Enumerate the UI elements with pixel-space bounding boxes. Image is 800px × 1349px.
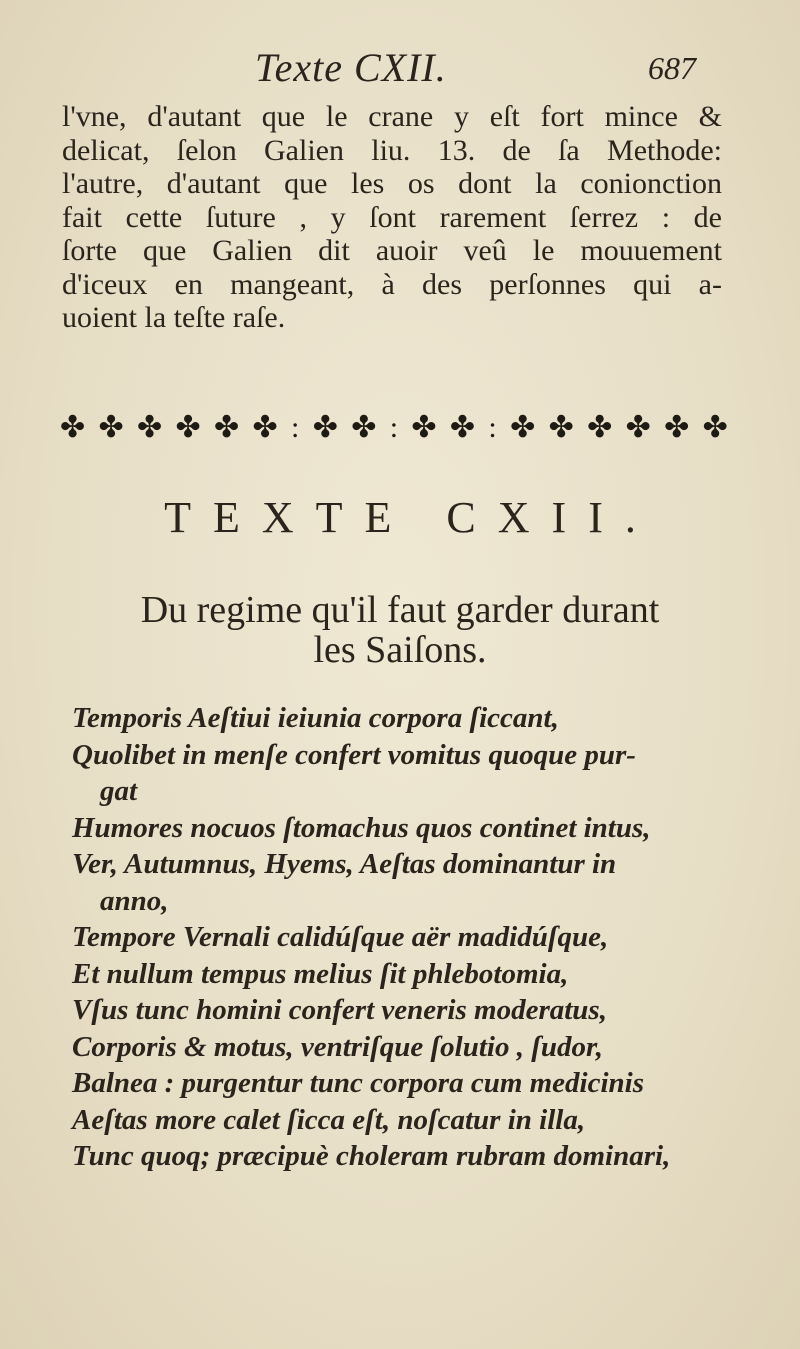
body-line: delicat, ſelon Galien liu. 13. de ſa Methode: — [62, 133, 722, 167]
fleuron-icon: ✤ — [137, 411, 163, 444]
verse-line: anno, — [100, 884, 169, 917]
section-title-text: TEXTE CXII. — [164, 493, 658, 542]
verse-line: Et nullum tempus melius ſit phlebotomia, — [72, 957, 569, 990]
verse-line: Aeſtas more calet ſicca eſt, noſcatur in illa, — [72, 1103, 586, 1136]
section-title — [0, 492, 800, 543]
body-paragraph — [62, 100, 722, 335]
body-line: d'iceux en mangeant, à des perſonnes qui a- — [62, 267, 722, 301]
fleuron-icon: ✤ — [312, 411, 338, 444]
verse-line: Tunc quoq; præcipuè choleram rubram dominari, — [72, 1140, 671, 1172]
fleuron-ornament-band — [60, 405, 728, 451]
verse-line: Corporis & motus, ventriſque ſolutio , ſudor, — [72, 1030, 603, 1063]
fleuron-icon: ✤ — [449, 411, 476, 444]
page-number: 687 — [648, 50, 696, 86]
fleuron-icon: ✤ — [60, 411, 86, 444]
fleuron-icon: ✤ — [411, 411, 437, 444]
ornament-separator: : — [291, 411, 300, 444]
fleuron-icon: ✤ — [98, 411, 124, 444]
running-head-title: Texte CXII. — [255, 45, 447, 90]
verse-line: Humores nocuos ſtomachus quos continet intus, — [72, 811, 651, 844]
verse-line: Tempore Vernali calidúſque aër madidúſque, — [72, 921, 609, 953]
fleuron-icon: ✤ — [175, 411, 201, 444]
ornament-separator: : — [389, 411, 399, 444]
body-line: fait cette ſuture , y ſont rarement ſerrez : de — [62, 200, 722, 234]
body-line: l'vne, d'autant que le crane y eſt fort mince & — [62, 100, 722, 133]
fleuron-icon: ✤ — [702, 411, 728, 444]
fleuron-icon: ✤ — [351, 411, 377, 444]
verse-line: Balnea : purgentur tunc corpora cum medicinis — [72, 1067, 645, 1099]
body-line: uoient la teſte raſe. — [62, 301, 286, 334]
fleuron-icon: ✤ — [625, 411, 651, 444]
body-line: l'autre, d'autant que les os dont la conionction — [62, 167, 722, 200]
verse-line: Ver, Autumnus, Hyems, Aeſtas dominantur in — [72, 848, 617, 880]
verse-line: Temporis Aeſtiui ieiunia corpora ſiccant, — [72, 702, 559, 734]
fleuron-icon: ✤ — [587, 411, 613, 444]
verse-line: Vſus tunc homini confert veneris moderatus, — [72, 994, 607, 1026]
section-subtitle — [0, 590, 800, 670]
subtitle-line: Du regime qu'il faut garder durant — [140, 589, 660, 631]
fleuron-icon: ✤ — [214, 411, 240, 444]
subtitle-line: les Saiſons. — [313, 629, 487, 671]
verse-line: gat — [100, 775, 138, 807]
fleuron-icon: ✤ — [252, 411, 278, 444]
verse-line: Quolibet in menſe confert vomitus quoque pur- — [72, 738, 636, 771]
fleuron-icon: ✤ — [664, 411, 690, 444]
body-line: ſorte que Galien dit auoir veû le mouuement — [62, 234, 722, 267]
running-head — [0, 44, 800, 94]
latin-verse — [72, 700, 732, 1175]
fleuron-icon: ✤ — [510, 411, 536, 444]
fleuron-icon: ✤ — [548, 411, 574, 444]
ornament-separator: : — [488, 411, 497, 444]
